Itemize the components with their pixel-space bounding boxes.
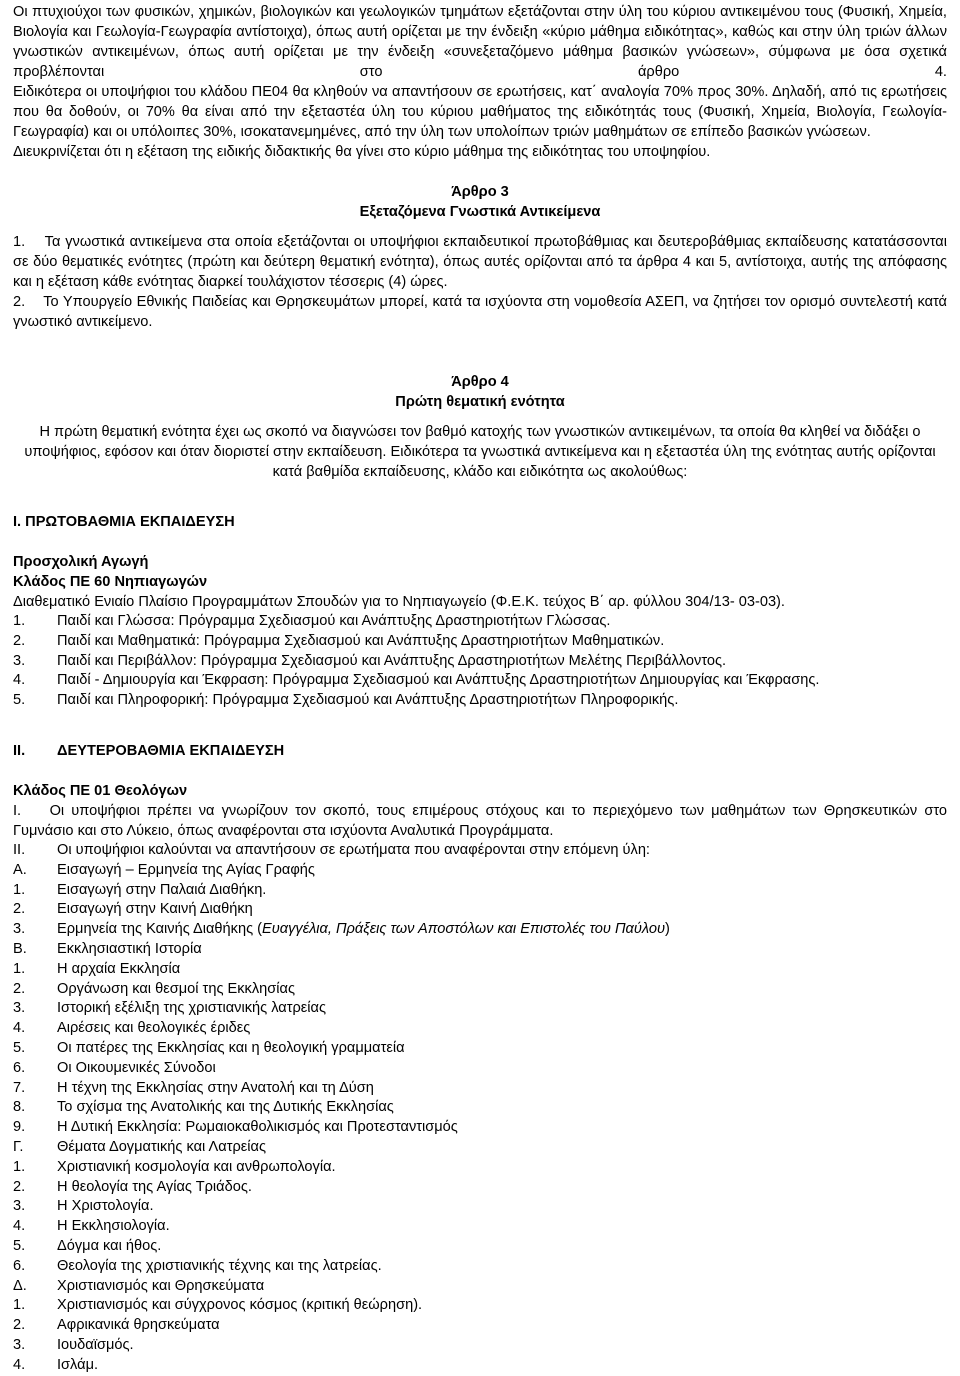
list-item: 1. Εισαγωγή στην Παλαιά Διαθήκη. xyxy=(13,881,267,898)
primary-branch: Κλάδος ΠΕ 60 Νηπιαγωγών xyxy=(13,574,208,590)
list-item: Β. Εκκλησιαστική Ιστορία xyxy=(13,940,202,957)
list-item: 4. Ισλάμ. xyxy=(13,1356,99,1373)
list-item: 3. Ιουδαϊσμός. xyxy=(13,1336,134,1353)
list-item: 1. Χριστιανισμός και σύγχρονος κόσμος (κριτική θεώρηση). xyxy=(13,1297,423,1314)
article-3-item-1: 1. Τα γνωστικά αντικείμενα στα οποία εξετάζονται οι υποψήφιοι εκπαιδευτικοί πρωτοβάθμιας και δευτεροβάθμιας εκπαίδευσης κατατάσσονται σε δύο θεματικές ενότητες (πρώτη και δεύτερη θεματική ενότητα), όπως αυτές ορίζονται από τα άρθρα 4 και 5, αντίστοιχα, αυτής της απόφασης και η εξέταση κάθε ενότητας διαρκεί τουλάχιστον τέσσερις (4) ώρες. xyxy=(13,234,947,290)
list-item: 2. Εισαγωγή στην Καινή Διαθήκη xyxy=(13,901,253,918)
list-item: 5. Παιδί και Πληροφορική: Πρόγραμμα Σχεδιασμού και Ανάπτυξης Δραστηριοτήτων Πληροφορικής. xyxy=(13,692,679,709)
secondary-branch: Κλάδος ΠΕ 01 Θεολόγων xyxy=(13,782,188,799)
article-3-list xyxy=(13,232,947,332)
list-item: 1. Χριστιανική κοσμολογία και ανθρωπολογία. xyxy=(13,1158,336,1175)
intro-paragraph-1: Οι πτυχιούχοι των φυσικών, χημικών, βιολογικών και γεωλογικών τμημάτων εξετάζονται στην ύλη του κύριου αντικειμένου τους (Φυσική, Χημεία, Βιολογία και Γεωλογία-Γεωγραφία αντίστοιχα), όπως αυτή ορίζεται με την ένδειξη «κύριο μάθημα ειδικότητας», καθώς και στην ύλη τριών άλλων γνωστικών αντικειμένων, όπως αυτή ορίζεται με την ένδειξη «συνεξεταζόμενο μάθημα βασικών γνώσεων», σύμφωνα με όσα σχετικά προβλέπονται στο άρθρο 4. xyxy=(13,4,947,80)
article-3-item-2: 2. Το Υπουργείο Εθνικής Παιδείας και Θρησκευμάτων μπορεί, κατά τα ισχύοντα στη νομοθεσία ΑΣΕΠ, να ζητήσει τον ορισμό συντελεστή κατά γνωστικό αντικείμενο. xyxy=(13,294,947,330)
list-item: 3. Ιστορική εξέλιξη της χριστιανικής λατρείας xyxy=(13,1000,327,1017)
list-item: Α. Εισαγωγή – Ερμηνεία της Αγίας Γραφής xyxy=(13,861,315,878)
list-item: Δ. Χριστιανισμός και Θρησκεύματα xyxy=(13,1277,265,1294)
list-item: 4. Παιδί - Δημιουργία και Έκφραση: Πρόγραμμα Σχεδιασμού και Ανάπτυξης Δραστηριοτήτων Δημιουργίας και Έκφρασης. xyxy=(13,672,820,689)
list-item: 7. Η τέχνη της Εκκλησίας στην Ανατολή και τη Δύση xyxy=(13,1079,374,1096)
secondary-point-i: Ι. Οι υποψήφιοι πρέπει να γνωρίζουν τον σκοπό, τους επιμέρους στόχους και το περιεχόμενο των μαθημάτων των Θρησκευτικών στο Γυμνάσιο και στο Λύκειο, όπως αναφέρονται στα ισχύοντα Αναλυτικά Προγράμματα. xyxy=(13,802,947,839)
intro-paragraph-2: Ειδικότερα οι υποψήφιοι του κλάδου ΠΕ04 θα κληθούν να απαντήσουν σε ερωτήσεις, κατ΄ αναλογία 70% προς 30%. Δηλαδή, από τις ερωτήσεις που θα δοθούν, οι 70% θα είναι από την εξεταστέα ύλη του κύριου μαθήματος της ειδικότητάς τους (Φυσική, Χημεία, Βιολογία, Γεωλογία-Γεωγραφία) και οι υπόλοιπες 30%, ισοκατανεμημένες, από την ύλη των υπολοίπων τριών μαθημάτων σε επίπεδο βασικών γνώσεων. xyxy=(13,84,947,140)
list-item: Γ. Θέματα Δογματικής και Λατρείας xyxy=(13,1138,266,1155)
list-item: 6. Οι Οικουμενικές Σύνοδοι xyxy=(13,1059,216,1076)
list-item: 2. Αφρικανικά θρησκεύματα xyxy=(13,1317,220,1334)
list-item: 1. Η αρχαία Εκκλησία xyxy=(13,960,181,977)
list-item: 3. Ερμηνεία της Καινής Διαθήκης (Ευαγγέλια, Πράξεις των Αποστόλων και Επιστολές του Παύλου) xyxy=(13,921,670,938)
secondary-heading: ΙΙ. ΔΕΥΤΕΡΟΒΑΘΜΙΑ ΕΚΠΑΙΔΕΥΣΗ xyxy=(13,742,285,759)
article-4-title: Πρώτη θεματική ενότητα xyxy=(395,394,565,410)
secondary-point-ii: ΙΙ. Οι υποψήφιοι καλούνται να απαντήσουν σε ερωτήματα που αναφέρονται στην επόμενη ύλη: xyxy=(13,841,650,858)
article-4-number: Άρθρο 4 xyxy=(451,374,509,390)
list-item: 4. Αιρέσεις και θεολογικές έριδες xyxy=(13,1020,251,1037)
list-item: 8. Το σχίσμα της Ανατολικής και της Δυτικής Εκκλησίας xyxy=(13,1099,394,1116)
list-item: 2. Η θεολογία της Αγίας Τριάδος. xyxy=(13,1178,252,1195)
list-item: 3. Παιδί και Περιβάλλον: Πρόγραμμα Σχεδιασμού και Ανάπτυξης Δραστηριοτήτων Μελέτης Περιβάλλοντος. xyxy=(13,652,727,669)
secondary-list xyxy=(13,861,947,1376)
primary-framework: Διαθεματικό Ενιαίο Πλαίσιο Προγραμμάτων Σπουδών για το Νηπιαγωγείο (Φ.Ε.Κ. τεύχος Β΄ αρ. φύλλου 304/13- 03-03). xyxy=(13,594,785,610)
list-item: 6. Θεολογία της χριστιανικής τέχνης και της λατρείας. xyxy=(13,1257,382,1274)
list-item: 2. Παιδί και Μαθηματικά: Πρόγραμμα Σχεδιασμού και Ανάπτυξης Δραστηριοτήτων Μαθηματικών. xyxy=(13,632,665,649)
list-item: 1. Παιδί και Γλώσσα: Πρόγραμμα Σχεδιασμού και Ανάπτυξης Δραστηριοτήτων Γλώσσας. xyxy=(13,613,611,629)
list-item: 2. Οργάνωση και θεσμοί της Εκκλησίας xyxy=(13,980,295,997)
primary-list xyxy=(13,612,947,711)
list-item: 4. Η Εκκλησιολογία. xyxy=(13,1218,170,1235)
list-item: 5. Οι πατέρες της Εκκλησίας και η θεολογική γραμματεία xyxy=(13,1039,405,1056)
primary-heading: Ι. ΠΡΩΤΟΒΑΘΜΙΑ ΕΚΠΑΙΔΕΥΣΗ xyxy=(13,514,235,530)
list-item: 9. Η Δυτική Εκκλησία: Ρωμαιοκαθολικισμός και Προτεσταντισμός xyxy=(13,1119,458,1136)
article-3-number: Άρθρο 3 xyxy=(451,184,509,200)
primary-subheading: Προσχολική Αγωγή xyxy=(13,554,149,570)
list-item: 3. Η Χριστολογία. xyxy=(13,1198,154,1215)
article-3-title: Εξεταζόμενα Γνωστικά Αντικείμενα xyxy=(359,204,601,220)
list-item: 5. Δόγμα και ήθος. xyxy=(13,1237,162,1254)
article-4-intro: Η πρώτη θεματική ενότητα έχει ως σκοπό να διαγνώσει τον βαθμό κατοχής των γνωστικών αντικειμένων, τα οποία θα κληθεί να διδάξει ο υποψήφιος, εφόσον και όταν διοριστεί στην εκπαίδευση. Ειδικότερα τα γνωστικά αντικείμενα και η εξεταστέα ύλη της ενότητας αυτής ορίζονται κατά βαθμίδα εκπαίδευσης, κλάδο και ειδικότητα ως ακολούθως: xyxy=(24,424,936,480)
intro-paragraph-3: Διευκρινίζεται ότι η εξέταση της ειδικής διδακτικής θα γίνει στο κύριο μάθημα της ειδικότητας του υποψηφίου. xyxy=(13,144,711,160)
